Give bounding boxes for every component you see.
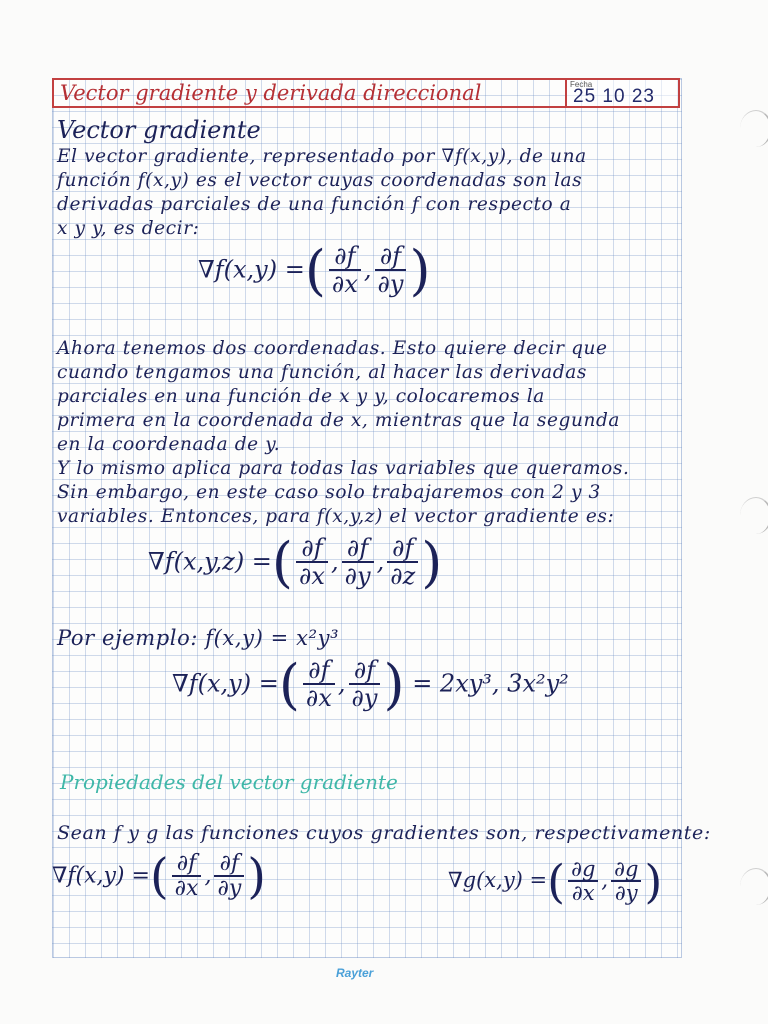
close-paren: )	[247, 848, 267, 905]
close-paren: )	[644, 854, 663, 909]
partial-fraction: $\frac{\partial g}{\partial x}$	[568, 858, 598, 905]
gradient-example: ∇f(x,y) =( $\frac{\partial f}{\partial x}$ , $\frac{\partial f}{\partial y}$ ) = 2xy³, 3x²y²	[172, 653, 569, 716]
example-result: = 2xy³, 3x²y²	[412, 669, 569, 698]
partial-fraction: $\frac{\partial f}{\partial y}$	[214, 852, 244, 901]
partial-fraction: $\frac{\partial f}{\partial x}$	[172, 852, 202, 901]
para1-line: El vector gradiente, representado por ∇f(x,y), de una	[57, 146, 587, 167]
para2-line: Ahora tenemos dos coordenadas. Esto quiere decir que	[57, 338, 608, 359]
date-value: 25 10 23	[573, 86, 655, 107]
example-line: Por ejemplo: f(x,y) = x²y³	[57, 626, 340, 650]
binder-hole-top	[740, 110, 768, 147]
open-paren: (	[271, 531, 293, 594]
para2-line: parciales en una función de x y y, colocaremos la	[57, 386, 545, 407]
para1-line: x y y, es decir:	[57, 218, 200, 239]
section-heading-propiedades: Propiedades del vector gradiente	[60, 770, 398, 794]
date-label: Fecha	[570, 80, 593, 89]
intro-line: Sean f y g las funciones cuyos gradientes son, respectivamente:	[57, 822, 711, 844]
close-paren: )	[383, 653, 405, 716]
open-paren: (	[278, 653, 300, 716]
partial-fraction: $\frac{\partial f}{\partial y}$	[349, 658, 381, 712]
gradient-f: ∇f(x,y) =( $\frac{\partial f}{\partial x}$ , $\frac{\partial f}{\partial y}$ )	[52, 848, 267, 905]
notebook-brand-logo: Rayter	[336, 966, 374, 980]
binder-hole-bottom	[740, 868, 768, 905]
page-title: Vector gradiente y derivada direccional	[60, 81, 482, 105]
para2-line: primera en la coordenada de x, mientras que la segunda	[57, 410, 621, 431]
para2-line: cuando tengamos una función, al hacer las derivadas	[57, 362, 587, 383]
date-box	[565, 78, 680, 108]
para1-line: derivadas parciales de una función f con respecto a	[57, 194, 572, 215]
binder-hole-middle	[740, 497, 768, 534]
para1-line: función f(x,y) es el vector cuyas coordenadas son las	[57, 170, 583, 191]
close-paren: )	[421, 531, 443, 594]
partial-fraction: $\frac{\partial g}{\partial y}$	[611, 858, 641, 905]
formula-lhs: ∇g(x,y) =	[448, 868, 548, 893]
open-paren: (	[547, 854, 566, 909]
formula-lhs: ∇f(x,y) =	[52, 863, 150, 889]
partial-fraction: $\frac{\partial f}{\partial x}$	[303, 658, 335, 712]
open-paren: (	[304, 239, 326, 302]
para2-line: variables. Entonces, para f(x,y,z) el vector gradiente es:	[57, 506, 615, 527]
para2-line: Sin embargo, en este caso solo trabajaremos con 2 y 3	[57, 482, 601, 503]
gradient-formula-2d: ∇f(x,y) =( $\frac{\partial f}{\partial x}$ , $\frac{\partial f}{\partial y}$ )	[198, 239, 431, 302]
close-paren: )	[409, 239, 431, 302]
formula-lhs: ∇f(x,y,z) =	[148, 547, 272, 576]
gradient-g: ∇g(x,y) =( $\frac{\partial g}{\partial x}$ , $\frac{\partial g}{\partial y}$ )	[448, 854, 663, 909]
open-paren: (	[149, 848, 169, 905]
partial-fraction: $\frac{\partial f}{\partial y}$	[375, 244, 407, 298]
gradient-formula-3d: ∇f(x,y,z) =( $\frac{\partial f}{\partial x}$ , $\frac{\partial f}{\partial y}$ , $\frac{\partial f}{\partial z}$ )	[148, 531, 443, 594]
formula-lhs: ∇f(x,y) =	[198, 255, 305, 284]
para2-line: Y lo mismo aplica para todas las variables que queramos.	[57, 458, 630, 479]
formula-lhs: ∇f(x,y) =	[172, 669, 279, 698]
partial-fraction: $\frac{\partial f}{\partial z}$	[387, 536, 418, 590]
partial-fraction: $\frac{\partial f}{\partial x}$	[329, 244, 361, 298]
partial-fraction: $\frac{\partial f}{\partial x}$	[296, 536, 328, 590]
section-heading-vector-gradiente: Vector gradiente	[57, 116, 261, 144]
partial-fraction: $\frac{\partial f}{\partial y}$	[342, 536, 374, 590]
title-box	[52, 78, 565, 108]
para2-line: en la coordenada de y.	[57, 434, 281, 455]
